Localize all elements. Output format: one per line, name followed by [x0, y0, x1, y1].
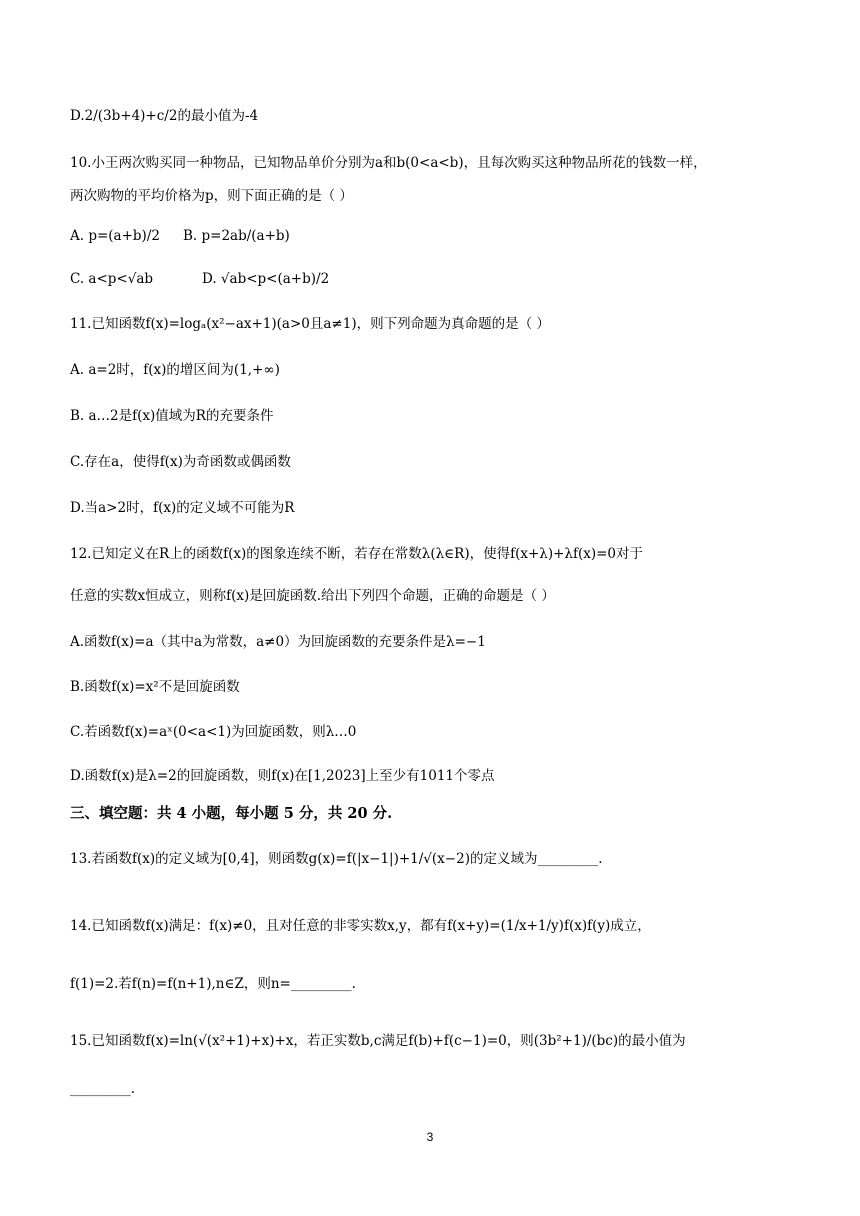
q12-option-b-text: B.函数f(x)=x²不是回旋函数	[70, 679, 240, 695]
q10-option-d: D. √ab<p<(a+b)/2	[202, 271, 330, 287]
q10-stem-line1-text: 10.小王两次购买同一种物品，已知物品单价分别为a和b(0<a<b)，且每次购买这种物品所花的钱数一样，	[70, 155, 707, 171]
q12-option-a	[70, 636, 804, 650]
q11-stem	[70, 318, 804, 332]
q14-stem-line2-text: f(1)=2.若f(n)=f(n+1),n∈Z，则n=_________.	[70, 976, 356, 992]
q11-option-b	[70, 410, 804, 424]
page-number: 3	[426, 1130, 434, 1144]
q15-stem-line2-text: _________.	[70, 1081, 136, 1097]
q12-option-c	[70, 726, 804, 740]
q10-option-b: B. p=2ab/(a+b)	[183, 228, 290, 244]
q13-stem-text: 13.若函数f(x)的定义域为[0,4]，则函数g(x)=f(|x−1|)+1/√(x−2)的定义域为_________.	[70, 851, 603, 867]
q14-stem-line1	[70, 920, 804, 934]
q11-option-d-text: D.当a>2时，f(x)的定义域不可能为R	[70, 500, 295, 516]
q10-stem-line1	[70, 157, 804, 171]
q14-stem-line2	[70, 978, 804, 992]
q11-stem-text: 11.已知函数f(x)=logₐ(x²−ax+1)(a>0且a≠1)，则下列命题为真命题的是（ ）	[70, 316, 550, 332]
section-3-heading	[70, 807, 804, 822]
q10-option-a: A. p=(a+b)/2	[70, 228, 160, 244]
q13-stem	[70, 853, 804, 867]
q10-stem-line2-text: 两次购物的平均价格为p，则下面正确的是（ ）	[70, 188, 353, 204]
q10-option-c: C. a<p<√ab	[70, 271, 154, 287]
q10-stem-line2	[70, 190, 804, 204]
q12-stem-line2	[70, 590, 804, 604]
q15-stem-line1	[70, 1035, 804, 1049]
q12-stem-line2-text: 任意的实数x恒成立，则称f(x)是回旋函数.给出下列四个命题，正确的命题是（ ）	[70, 588, 555, 604]
q11-option-b-text: B. a…2是f(x)值域为R的充要条件	[70, 408, 274, 424]
q11-option-c-text: C.存在a，使得f(x)为奇函数或偶函数	[70, 454, 291, 470]
q15-stem-line2	[70, 1083, 804, 1097]
q12-option-b	[70, 681, 804, 695]
section-3-heading-text: 三、填空题：共 4 小题，每小题 5 分，共 20 分.	[70, 805, 393, 822]
q12-option-a-text: A.函数f(x)=a（其中a为常数，a≠0）为回旋函数的充要条件是λ=−1	[70, 634, 486, 650]
q11-option-a-text: A. a=2时，f(x)的增区间为(1,+∞)	[70, 362, 280, 378]
q15-stem-line1-text: 15.已知函数f(x)=ln(√(x²+1)+x)+x，若正实数b,c满足f(b)+f(c−1)=0，则(3b²+1)/(bc)的最小值为	[70, 1033, 686, 1049]
q12-option-d	[70, 770, 804, 784]
q11-option-a	[70, 364, 804, 378]
q9-option-d	[70, 110, 804, 124]
q11-option-c	[70, 456, 804, 470]
q12-stem-line1-text: 12.已知定义在R上的函数f(x)的图象连续不断，若存在常数λ(λ∈R)，使得f(x+λ)+λf(x)=0对于	[70, 546, 644, 562]
q12-option-d-text: D.函数f(x)是λ=2的回旋函数，则f(x)在[1,2023]上至少有1011个零点	[70, 768, 495, 784]
q12-option-c-text: C.若函数f(x)=aˣ(0<a<1)为回旋函数，则λ…0	[70, 724, 357, 740]
q9-option-d-text: D.2/(3b+4)+c/2的最小值为-4	[70, 108, 259, 124]
q14-stem-line1-text: 14.已知函数f(x)满足：f(x)≠0，且对任意的非零实数x,y，都有f(x+y)=(1/x+1/y)f(x)f(y)成立，	[70, 918, 651, 934]
q11-option-d	[70, 502, 804, 516]
q12-stem-line1	[70, 548, 804, 562]
